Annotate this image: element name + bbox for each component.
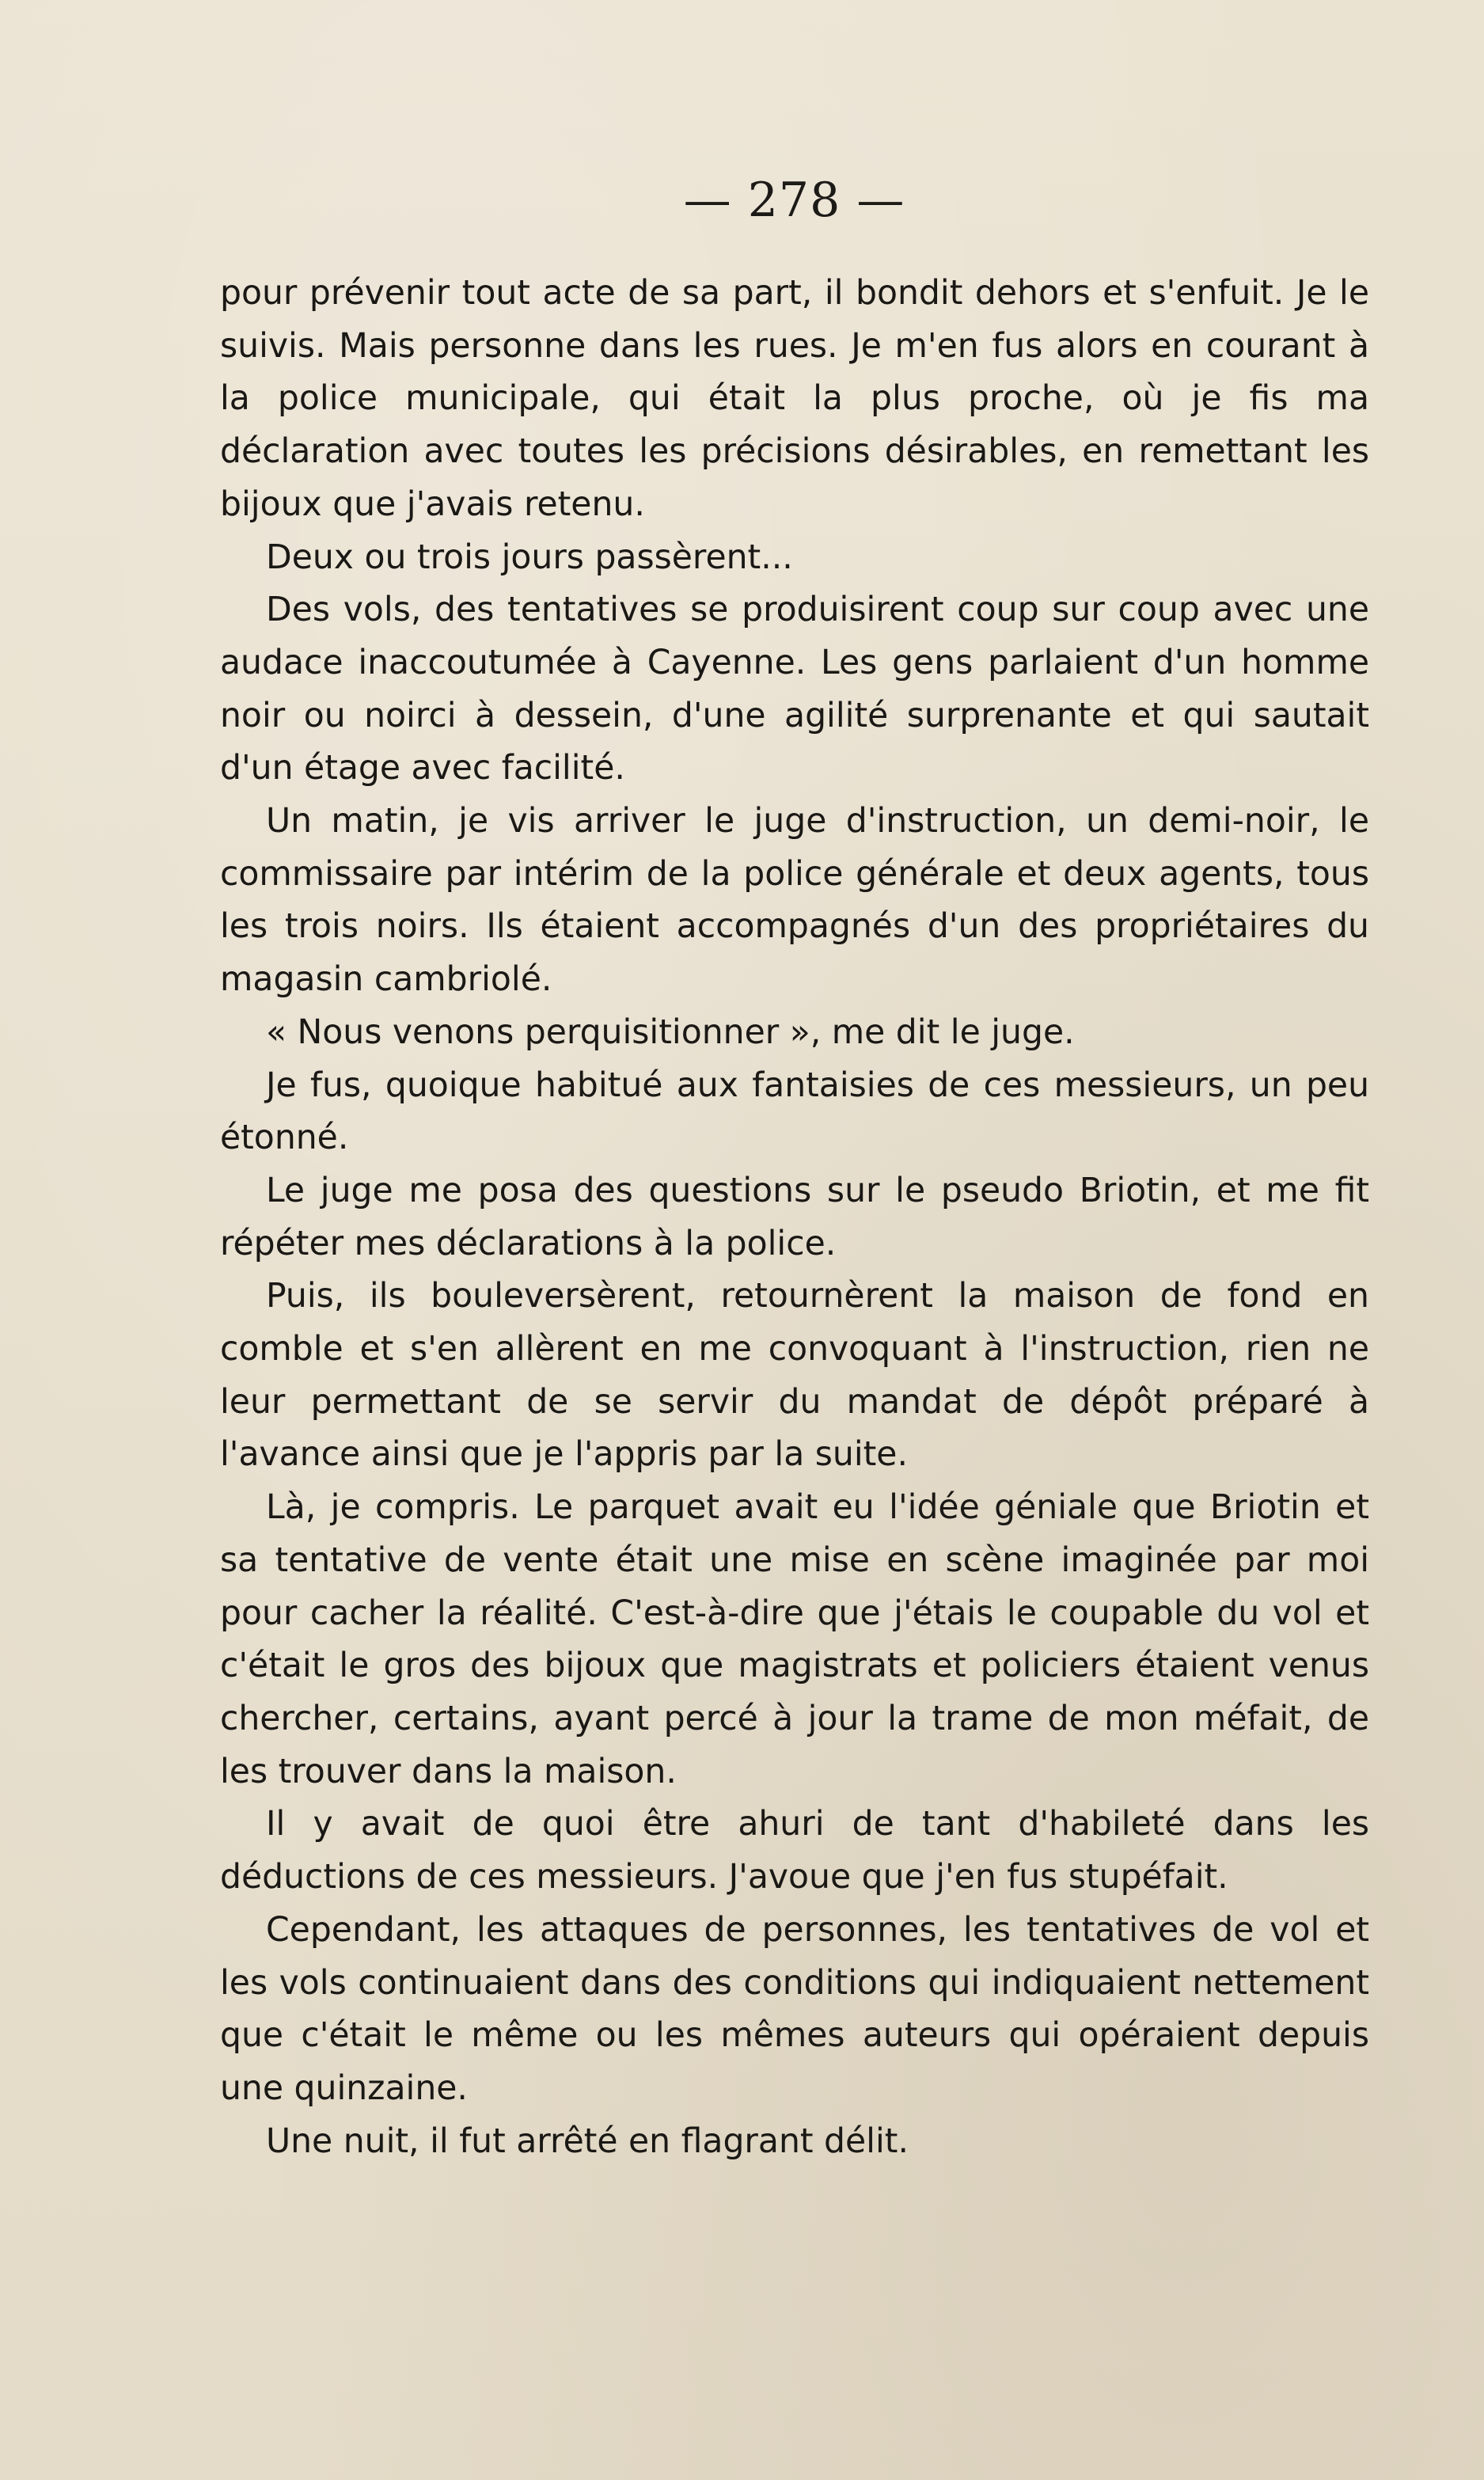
paragraph: Des vols, des tentatives se produisirent coup sur coup avec une audace inaccoutumée à Cayenne. Les gens parlaient d'un homme noir ou noirci à dessein, d'une agilité surprenante et qui sautait d'un étage avec facilité. bbox=[220, 591, 1369, 788]
paragraph: pour prévenir tout acte de sa part, il bondit dehors et s'enfuit. Je le suivis. Mais personne dans les rues. Je m'en fus alors en courant à la police municipale, qui était la plus proche, où je fis ma déclaration avec toutes les précisions désirables, en remettant les bijoux que j'avais retenu. bbox=[220, 274, 1369, 524]
page-number: — 278 — bbox=[683, 173, 905, 228]
paragraph: Une nuit, il fut arrêté en flagrant délit. bbox=[266, 2121, 909, 2161]
paragraph: Je fus, quoique habitué aux fantaisies de ces messieurs, un peu étonné. bbox=[220, 1065, 1369, 1158]
paragraph: Là, je compris. Le parquet avait eu l'idée géniale que Briotin et sa tentative de vente était une mise en scène imaginée par moi pour cacher la réalité. C'est-à-dire que j'étais le coupable du vol et c'était le gros des bijoux que magistrats et policiers étaient venus chercher, certains, ayant percé à jour la trame de mon méfait, de les trouver dans la maison. bbox=[220, 1488, 1369, 1791]
paragraph: Un matin, je vis arriver le juge d'instruction, un demi-noir, le commissaire par intérim de la police générale et deux agents, tous les trois noirs. Ils étaient accompagnés d'un des propriétaires du magasin cambriolé. bbox=[220, 802, 1369, 1000]
paragraph: Il y avait de quoi être ahuri de tant d'habileté dans les déductions de ces messieurs. J'avoue que j'en fus stupéfait. bbox=[220, 1805, 1369, 1897]
paragraph: Deux ou trois jours passèrent... bbox=[266, 537, 793, 577]
paragraph: « Nous venons perquisitionner », me dit le juge. bbox=[266, 1012, 1075, 1052]
paragraph: Le juge me posa des questions sur le pseudo Briotin, et me fit répéter mes déclarations à la police. bbox=[220, 1171, 1369, 1263]
paragraph: Puis, ils bouleversèrent, retournèrent la maison de fond en comble et s'en allèrent en me convoquant à l'instruction, rien ne leur permettant de se servir du mandat de dépôt préparé à l'avance ainsi que je l'appris par la suite. bbox=[220, 1277, 1369, 1475]
paragraph: Cependant, les attaques de personnes, les tentatives de vol et les vols continuaient dans des conditions qui indiquaient nettement que c'était le même ou les mêmes auteurs qui opéraient depuis une quinzaine. bbox=[220, 1910, 1369, 2108]
page-body-text bbox=[220, 268, 1369, 2168]
